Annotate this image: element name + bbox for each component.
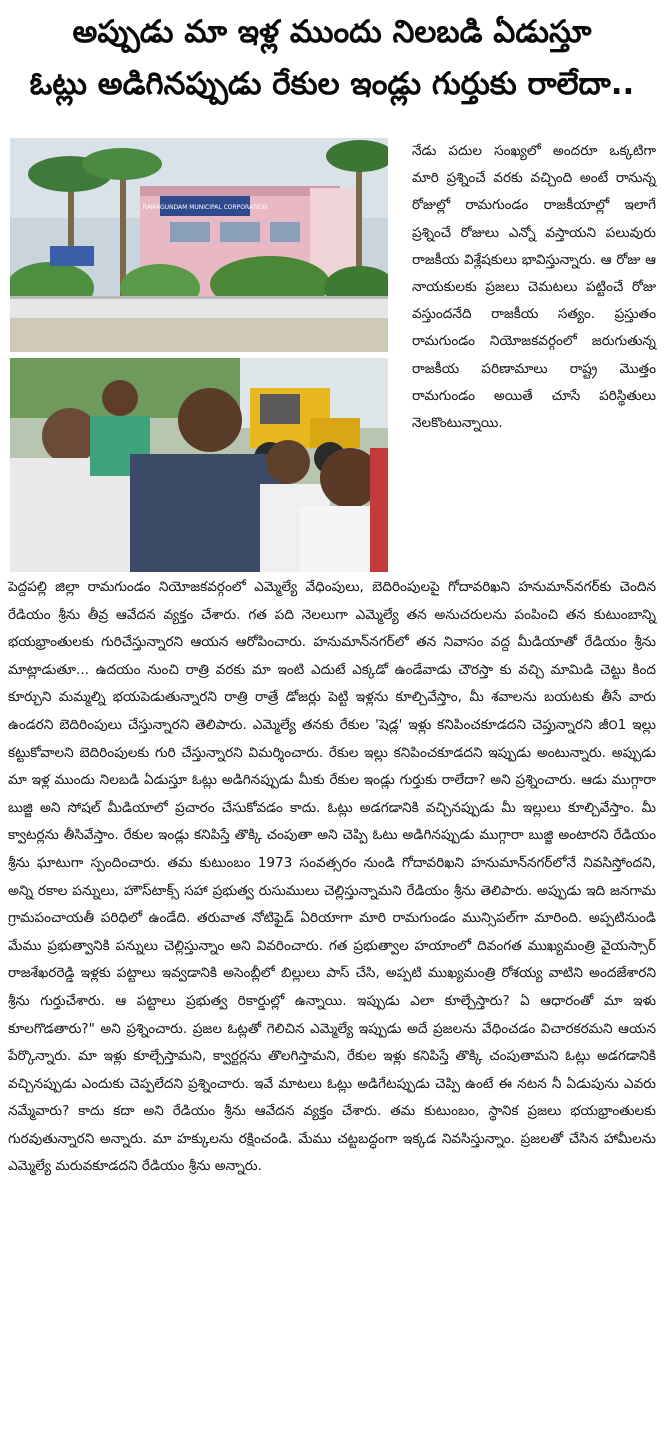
headline-line-1: అప్పుడు మా ఇళ్ల ముందు నిలబడి ఏడుస్తూ [72, 14, 592, 50]
headline-line-2: ఓట్లు అడిగినప్పుడు రేకుల ఇండ్లు గుర్తుకు రాలేదా.. [29, 66, 635, 102]
article-body [8, 574, 656, 1181]
signboard-text: RAMAGUNDAM MUNICIPAL CORPORATION [142, 204, 268, 211]
building-illustration [10, 138, 388, 352]
main-paragraph: పెద్దపల్లి జిల్లా రామగుండం నియోజకవర్గంలో ఎమ్మెల్యే వేధింపులు, బెదిరింపులపై గోదావరిఖని హనుమాన్‌నగర్‌కు చెందిన రేడియం శ్రీను తీవ్ర ఆవేదన వ్యక్తం చేశారు. గత పది నెలలుగా ఎమ్మెల్యే తన అనుచరులను పంపించి తన కుటుంబాన్ని భయభ్రాంతులకు గురిచేస్తున్నారని ఆయన ఆరోపించారు. హనుమాన్‌నగర్‌లో తన నివాసం వద్ద మీడియాతో రేడియం శ్రీను మాట్లాడుతూ... ఉదయం నుంచి రాత్రి వరకు మా ఇంటి ఎదుటే ఎక్కడో ఉండేవాడు చౌరస్తా కు వచ్చి మామిడి చెట్టు కింద కూర్చుని మమ్మల్ని భయపెడుతున్నారని రాత్రి రాత్రే డోజర్లు పెట్టి ఇళ్లను కూల్చివేస్తాం, మీ శవాలను బయటకు తీసే వారు ఉండరని బెదిరింపులు చేస్తున్నారని తెలిపారు. ఎమ్మెల్యే తనకు రేకుల 'షెడ్ల' ఇళ్లు కనిపించకూడదని చెప్తున్నారని జీ౦1 ఇల్లు కట్టుకోవాలని బెదిరింపులకు గురి చేస్తున్నారని విమర్శించారు. రేకుల ఇల్లు కనిపించకూడదని ఇప్పుడు అంటున్నారు. అప్పుడు మా ఇళ్ల ముందు నిలబడి ఏడుస్తూ ఓట్లు అడిగినప్పుడు మీకు రేకుల ఇండ్లు గుర్తుకు రాలేదా? అని ప్రశ్నించారు. ఆడు ముగ్గారా బుజ్జి అని సోషల్ మీడియాలో ప్రచారం చేసుకోవడం కాదు. ఓట్లు అడగడానికి వచ్చినప్పుడు మీ ఇల్లులు కూల్చివేస్తాం. మీ క్వాటర్లను తీసివేస్తాం. రేకుల ఇండ్లు కనిపిస్తే తొక్కి చంపుతా అని చెప్పి ఓటు అడిగినప్పుడు ముగ్గారా బుజ్జి అంటారని రేడియం శ్రీను ఘాటుగా స్పందించారు. తమ కుటుంబం 1973 సంవత్సరం నుండి గోదావరిఖని హనుమాన్‌నగర్‌లోనే నివసిస్తోందని, అన్ని రకాల పన్నులు, హౌస్‌టాక్స్ సహా ప్రభుత్వ రుసుములు చెల్లిస్తున్నామని రేడియం శ్రీను తెలిపారు. అప్పుడు ఇది జనగామ గ్రామపంచాయతీ పరిధిలో ఉండేది. తరువాత నోటిఫైడ్ ఏరియాగా మారి రామగుండం మున్సిపల్‌గా మారింది. అప్పటినుండి మేము ప్రభుత్వానికి పన్నులు చెల్లిస్తున్నాం అని వివరించారు. గత ప్రభుత్వాల హయాంలో దివంగత ముఖ్యమంత్రి వైయస్సార్ రాజశేఖరరెడ్డి ఇళ్లకు పట్టాలు ఇవ్వడానికి అసెంబ్లీలో బిల్లులు పాస్ చేసి, అప్పటి ముఖ్యమంత్రి రోశయ్య వాటిని అందజేశారని శ్రీను గుర్తుచేశారు. ఆ పట్టాలు ప్రభుత్వ రికార్డుల్లో ఉన్నాయి. ఇప్పుడు ఎలా కూల్చేస్తారు? ఏ ఆధారంతో మా ఇళు కూలగొడతారు?" అని ప్రశ్నించారు. ప్రజల ఓట్లతో గెలిచిన ఎమ్మెల్యే ఇప్పుడు అదే ప్రజలను వేధించడం విచారకరమని ఆయన పేర్కొన్నారు. మా ఇళ్లు కూల్చేస్తామని, క్వార్టర్లను తొలగిస్తామని, రేకుల ఇళ్లు కనిపిస్తే తొక్కి చంపుతామని ఓట్లు అడగడానికి వచ్చినప్పుడు ఎందుకు చెప్పలేదని ప్రశ్నించారు. ఇవే మాటలు ఓట్లు అడిగేటప్పుడు చెప్పి ఉంటే ఈ నటన నీ ఏడుపును ఎవరు నమ్మేవారు? కాదు కదా అని రేడియం శ్రీను ఆవేదన వ్యక్తం చేశారు. తమ కుటుంబం, స్థానిక ప్రజలు భయభ్రాంతులకు గురవుతున్నారని అన్నారు. మా హక్కులను రక్షించండి. మేము చట్టబద్ధంగా ఇక్కడ నివసిస్తున్నాం. ప్రజలతో చేసిన హామీలను ఎమ్మెల్యే మరువకూడదని రేడియం శ్రీను అన్నారు. [8, 579, 656, 1175]
protest-photo [10, 358, 388, 572]
municipal-building-photo [10, 138, 388, 352]
people-illustration [10, 358, 388, 572]
article-intro-column [412, 138, 656, 437]
headline [8, 6, 656, 110]
side-paragraph: నేడు పదుల సంఖ్యలో అందరూ ఒక్కటిగా మారి ప్రశ్నించే వరకు వచ్చింది అంటే రానున్న రోజుల్లో రామగుండం రాజకీయాల్లో ఇలాగే ప్రశ్నించే రోజులు ఎన్నో వస్తాయని పలువురు రాజకీయ విశ్లేషకులు భావిస్తున్నారు. ఆ రోజు ఆ నాయకులకు ప్రజలు చెమటలు పట్టించే రోజు వస్తుందనేది రాజకీయ సత్యం. ప్రస్తుతం రామగుండం నియోజకవర్గంలో జరుగుతున్న రాజకీయ పరిణామాలు రాష్ట్ర మొత్తం రామగుండం అయితే చూసే పరిస్థితులు నెలకొంటున్నాయి. [412, 143, 656, 432]
